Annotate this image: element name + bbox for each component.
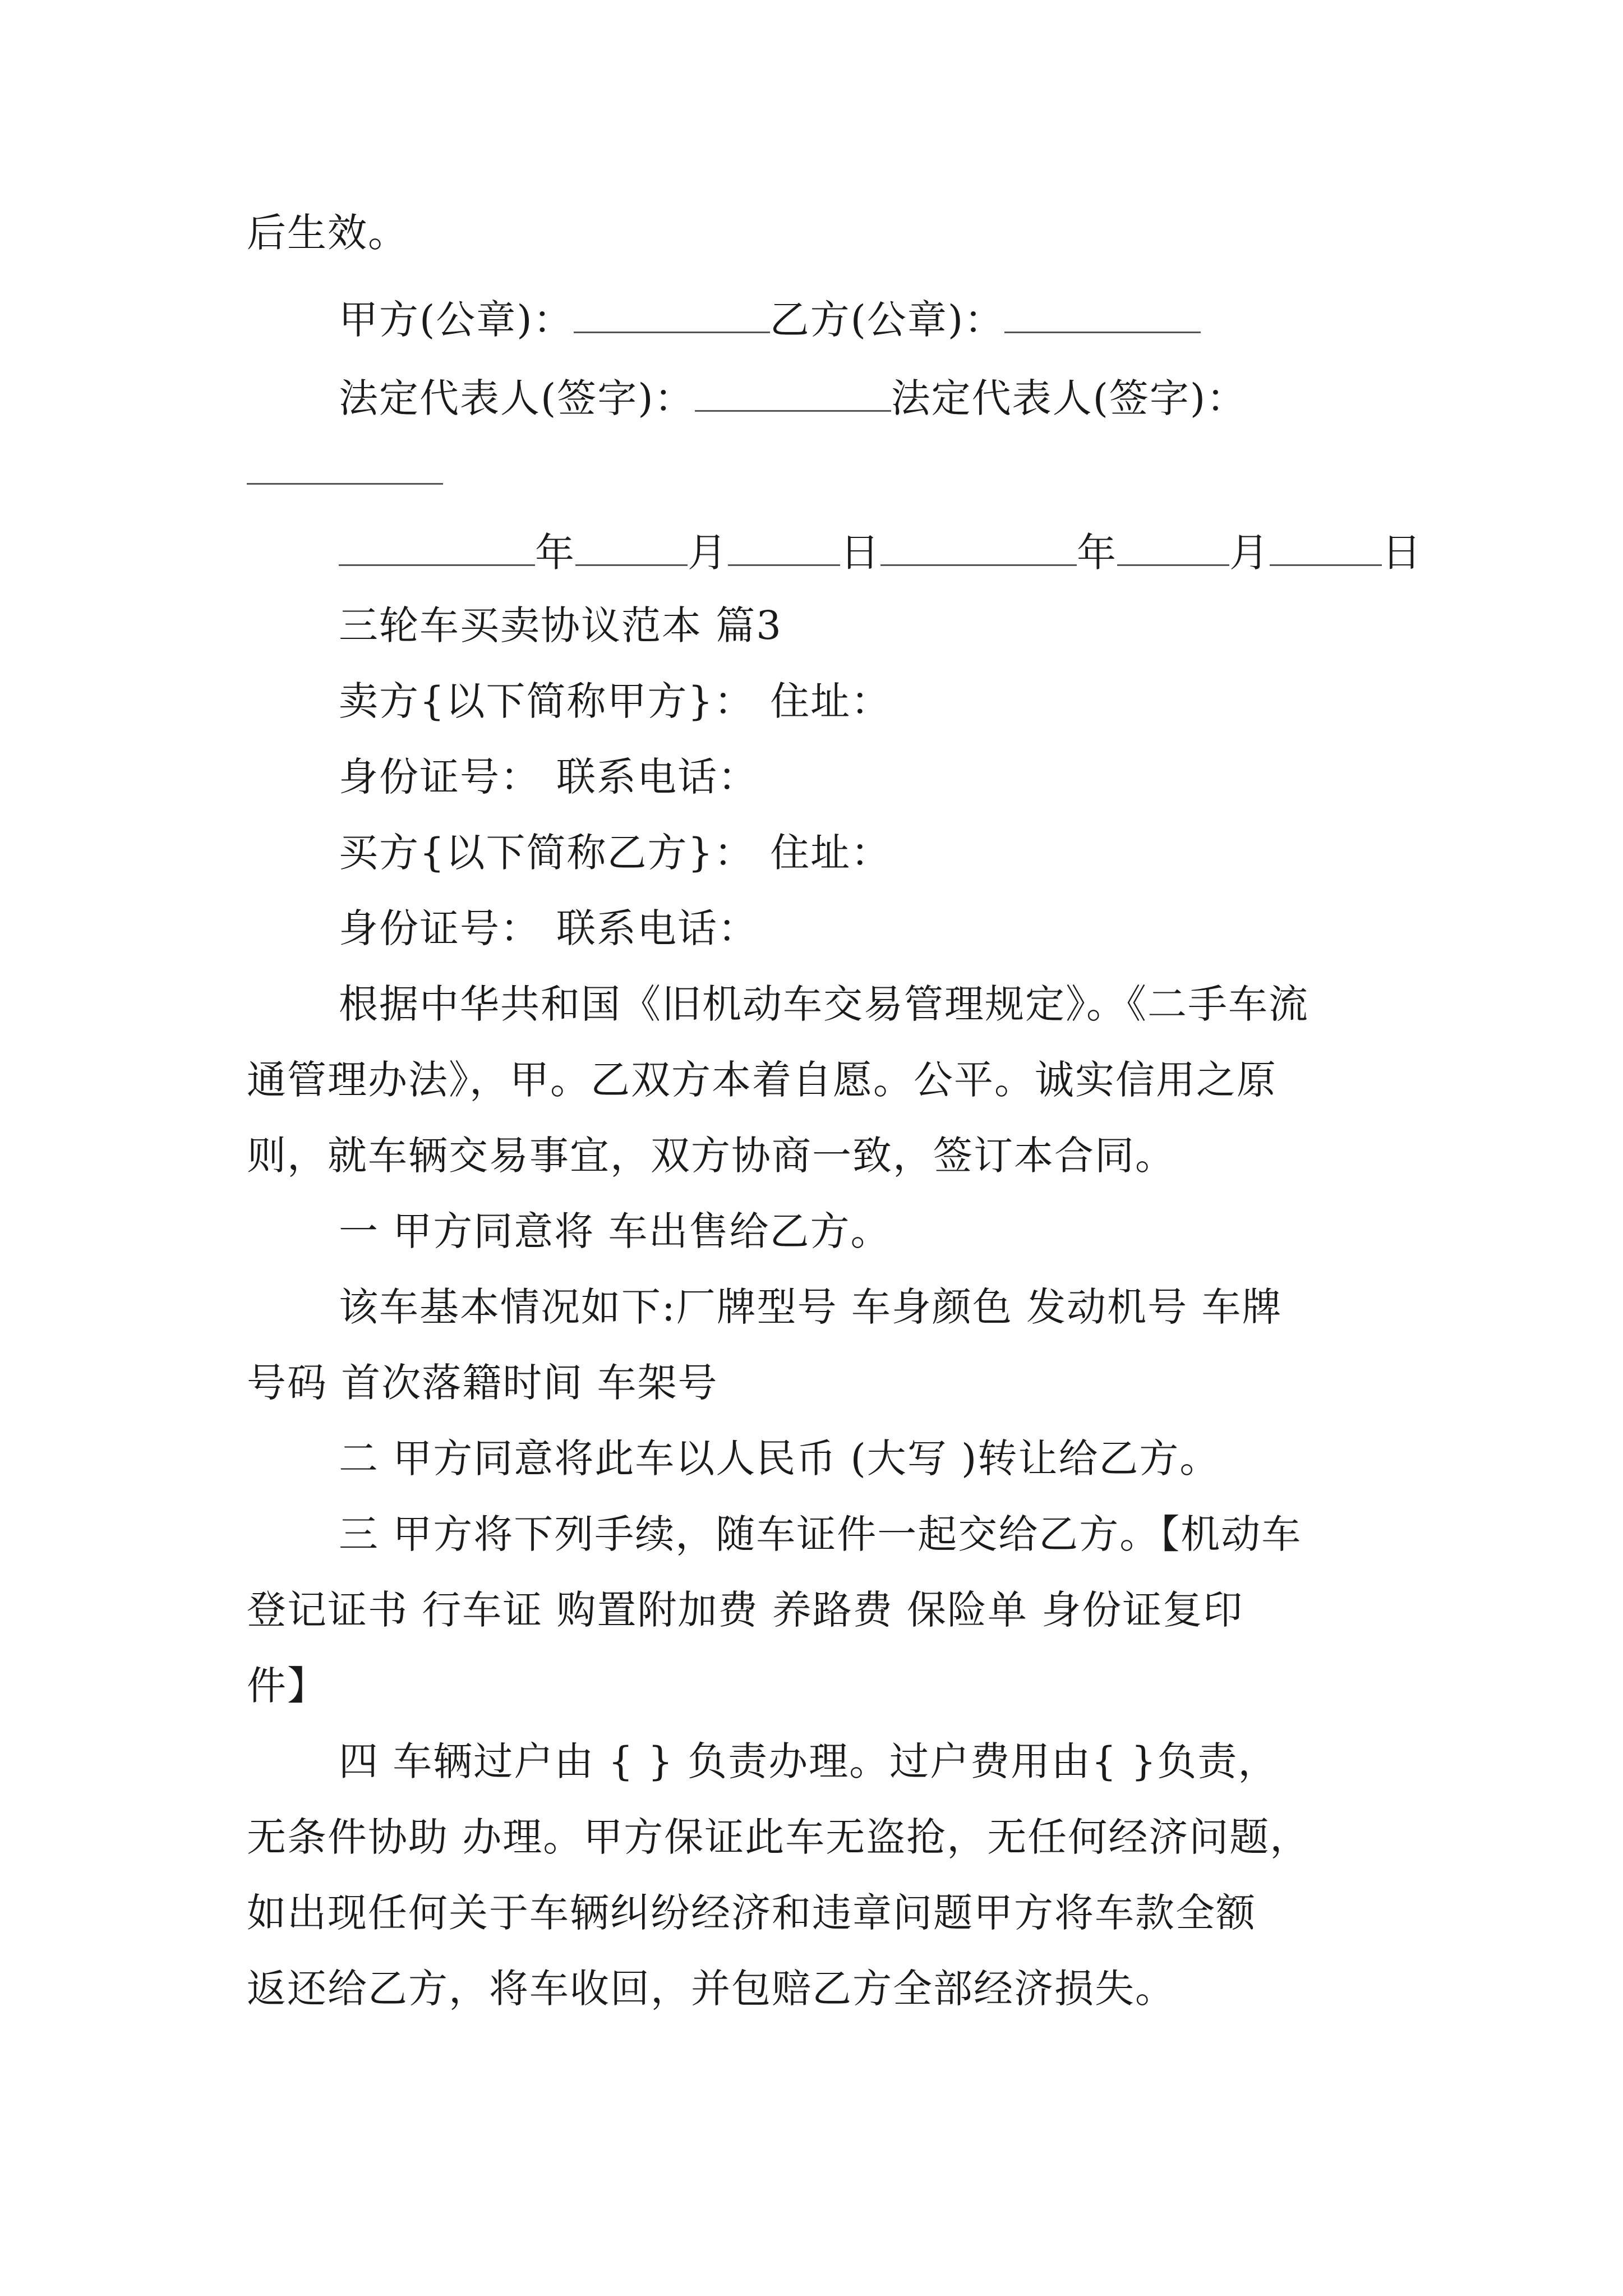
date-b-month-label: 月: [1229, 530, 1270, 576]
clause-4: 如出现任何关于车辆纠纷经济和违章问题甲方将车款全额: [247, 1890, 1256, 1936]
clause-1-detail: 号码 首次落籍时间 车架号: [247, 1360, 718, 1406]
paragraph-line: 通管理办法》，甲。乙双方本着自愿。公平。诚实信用之原: [247, 1057, 1277, 1103]
party-a-legal-rep-blank: [695, 376, 891, 412]
paragraph-line: 根据中华共和国《旧机动车交易管理规定》。《二手车流: [339, 981, 1309, 1027]
party-b-seal-label: 乙方(公章)：: [769, 297, 1005, 343]
seller-line: [339, 679, 891, 724]
seller-address-label: 住址：: [770, 678, 892, 724]
date-a-day-blank: [728, 531, 840, 566]
signature-line-legal-rep-continued: [247, 449, 443, 494]
buyer-id-label: 身份证号：: [339, 905, 541, 951]
clause-4: 返还给乙方，将车收回，并包赔乙方全部经济损失。: [247, 1966, 1175, 2012]
buyer-line: [339, 830, 891, 875]
party-a-legal-rep-label: 法定代表人(签字)：: [339, 375, 695, 421]
date-a-year-label: 年: [535, 530, 575, 576]
clause-1: 一 甲方同意将 车出售给乙方。: [339, 1208, 891, 1254]
buyer-address-label: 住址：: [770, 830, 892, 876]
seller-id-line: [339, 754, 758, 799]
date-a-month-blank: [575, 531, 688, 566]
date-b-day-label: 日: [1382, 530, 1422, 576]
seller-label: 卖方{以下简称甲方}：: [339, 678, 755, 724]
buyer-label: 买方{以下简称乙方}：: [339, 830, 755, 876]
party-b-seal-blank: [1004, 298, 1201, 333]
date-a-year-blank: [339, 531, 535, 566]
paragraph-line: 则，就车辆交易事宜，双方协商一致，签订本合同。: [247, 1133, 1175, 1179]
clause-2: 二 甲方同意将此车以人民币 (大写 )转让给乙方。: [339, 1435, 1220, 1481]
seller-id-label: 身份证号：: [339, 754, 541, 800]
section-title: 三轮车买卖协议范本 篇3: [339, 602, 782, 648]
party-b-legal-rep-blank: [247, 449, 443, 485]
signature-line-seal: [339, 297, 1201, 342]
clause-3: 件】: [247, 1663, 328, 1709]
date-b-day-blank: [1270, 531, 1382, 566]
clause-4: 无条件协助 办理。甲方保证此车无盗抢，无任何经济问题，: [247, 1814, 1311, 1860]
clause-4: 四 车辆过户由 { } 负责办理。过户费用由{ }负责，: [339, 1738, 1279, 1784]
buyer-id-line: [339, 906, 758, 951]
text-line: 后生效。: [247, 210, 408, 256]
clause-3: 登记证书 行车证 购置附加费 养路费 保险单 身份证复印: [247, 1587, 1244, 1633]
date-b-month-blank: [1117, 531, 1229, 566]
clause-3: 三 甲方将下列手续，随车证件一起交给乙方。【机动车: [339, 1511, 1302, 1557]
date-a-day-label: 日: [840, 530, 880, 576]
signature-line-legal-rep: [339, 376, 1247, 421]
party-a-seal-label: 甲方(公章)：: [339, 297, 574, 343]
buyer-phone-label: 联系电话：: [556, 905, 758, 951]
date-line: [339, 530, 1422, 575]
date-a-month-label: 月: [688, 530, 728, 576]
date-b-year-label: 年: [1077, 530, 1117, 576]
party-b-legal-rep-label: 法定代表人(签字)：: [891, 375, 1247, 421]
seller-phone-label: 联系电话：: [556, 754, 758, 800]
party-a-seal-blank: [574, 298, 770, 333]
date-b-year-blank: [880, 531, 1077, 566]
clause-1-detail: 该车基本情况如下:厂牌型号 车身颜色 发动机号 车牌: [339, 1284, 1283, 1330]
